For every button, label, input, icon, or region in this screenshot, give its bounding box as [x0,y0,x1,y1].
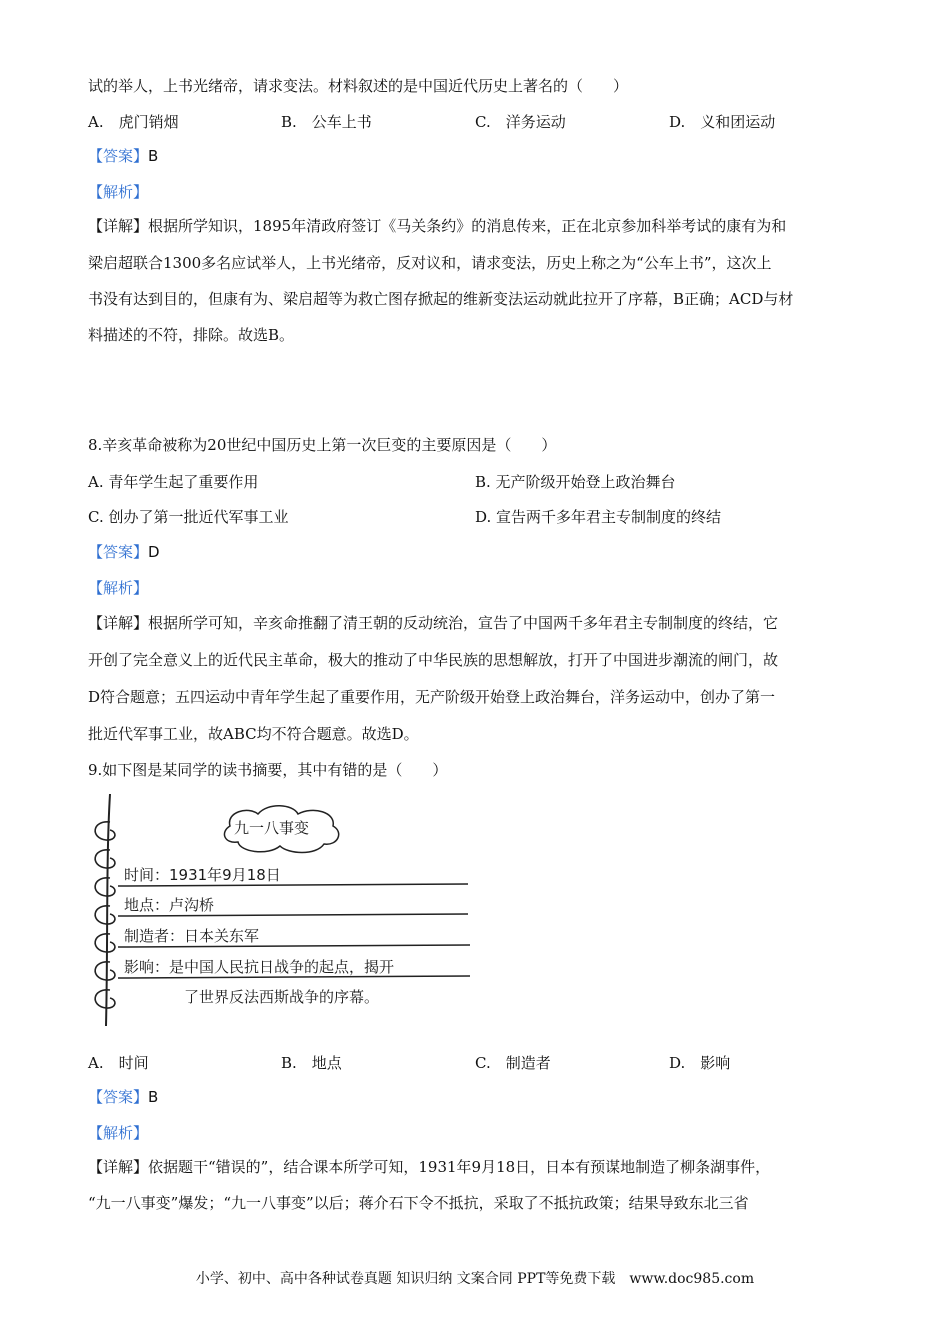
q9-detail-line-2: “九一八事变”爆发；“九一八事变”以后；蒋介石下令不抵抗，采取了不抵抗政策；结果导致东北三省 [88,1194,749,1212]
q8-stem: 8.辛亥革命被称为20世纪中国历史上第一次巨变的主要原因是（ ） [88,436,557,454]
notebook-maker: 制造者：日本关东军 [124,927,260,945]
notebook-title: 九一八事变 [234,819,310,837]
reading-notes-image [88,790,480,1030]
notebook-place: 地点：卢沟桥 [124,896,215,914]
q8-option-d: D. 宣告两千多年君主专制制度的终结 [475,508,722,526]
q9-stem: 9.如下图是某同学的读书摘要，其中有错的是（ ） [88,761,448,779]
q7-option-c: C. 洋务运动 [475,113,566,131]
q8-detail-line-2: 开创了完全意义上的近代民主革命，极大的推动了中华民族的思想解放，打开了中国进步潮流的闸门，故 [88,651,779,669]
q9-option-a: A. 时间 [88,1054,149,1072]
notebook-impact-2: 了世界反法西斯战争的序幕。 [184,988,380,1006]
answer-value: D [148,543,160,561]
detail-tag: 【详解】 [88,614,149,632]
q7-stem-tail: 试的举人，上书光绪帝，请求变法。材料叙述的是中国近代历史上著名的（ ） [88,77,629,95]
answer-value: B [148,147,159,165]
notebook-impact-1: 影响：是中国人民抗日战争的起点，揭开 [124,958,395,976]
detail-text: 根据所学可知，辛亥命推翻了清王朝的反动统治，宣告了中国两千多年君主专制制度的终结，它 [148,614,779,632]
q8-option-b: B. 无产阶级开始登上政治舞台 [475,473,676,491]
q8-answer [88,542,160,562]
q9-analysis-tag: 【解析】 [88,1124,149,1142]
q9-option-c: C. 制造者 [475,1054,551,1072]
notebook-time: 时间：1931年9月18日 [124,866,281,884]
q9-detail-line-1 [88,1157,770,1177]
q7-option-b: B. 公车上书 [281,113,372,131]
q7-option-a: A. 虎门销烟 [88,113,179,131]
q8-detail-line-4: 批近代军事工业，故ABC均不符合题意。故选D。 [88,725,419,743]
q8-detail-line-3: D符合题意；五四运动中青年学生起了重要作用，无产阶级开始登上政治舞台，洋务运动中，创办了第一 [88,688,776,706]
detail-text: 根据所学知识，1895年清政府签订《马关条约》的消息传来，正在北京参加科举考试的康有为和 [148,217,787,235]
q7-detail-line-1 [88,216,786,236]
q9-option-d: D. 影响 [669,1054,731,1072]
answer-tag: 【答案】 [88,147,149,165]
q7-option-d: D. 义和团运动 [669,113,776,131]
q8-detail-line-1 [88,613,778,633]
q8-option-c: C. 创办了第一批近代军事工业 [88,508,289,526]
detail-tag: 【详解】 [88,217,149,235]
answer-tag: 【答案】 [88,1088,149,1106]
q8-option-a: A. 青年学生起了重要作用 [88,473,259,491]
q7-answer [88,146,158,166]
page-footer: 小学、初中、高中各种试卷真题 知识归纳 文案合同 PPT等免费下载 www.doc985.com [195,1271,755,1287]
detail-text: 依据题干“错误的”，结合课本所学可知，1931年9月18日，日本有预谋地制造了柳条湖事件， [148,1158,771,1176]
q9-option-b: B. 地点 [281,1054,342,1072]
detail-tag: 【详解】 [88,1158,149,1176]
q7-analysis-tag: 【解析】 [88,183,149,201]
q7-detail-line-2: 梁启超联合1300多名应试举人，上书光绪帝，反对议和，请求变法，历史上称之为“公车上书”，这次上 [88,254,772,272]
q7-detail-line-3: 书没有达到目的，但康有为、梁启超等为救亡图存掀起的维新变法运动就此拉开了序幕，B正确；ACD与材 [88,290,794,308]
answer-value: B [148,1088,159,1106]
q8-analysis-tag: 【解析】 [88,579,149,597]
q7-detail-line-4: 料描述的不符，排除。故选B。 [88,326,295,344]
answer-tag: 【答案】 [88,543,149,561]
q9-answer [88,1087,158,1107]
